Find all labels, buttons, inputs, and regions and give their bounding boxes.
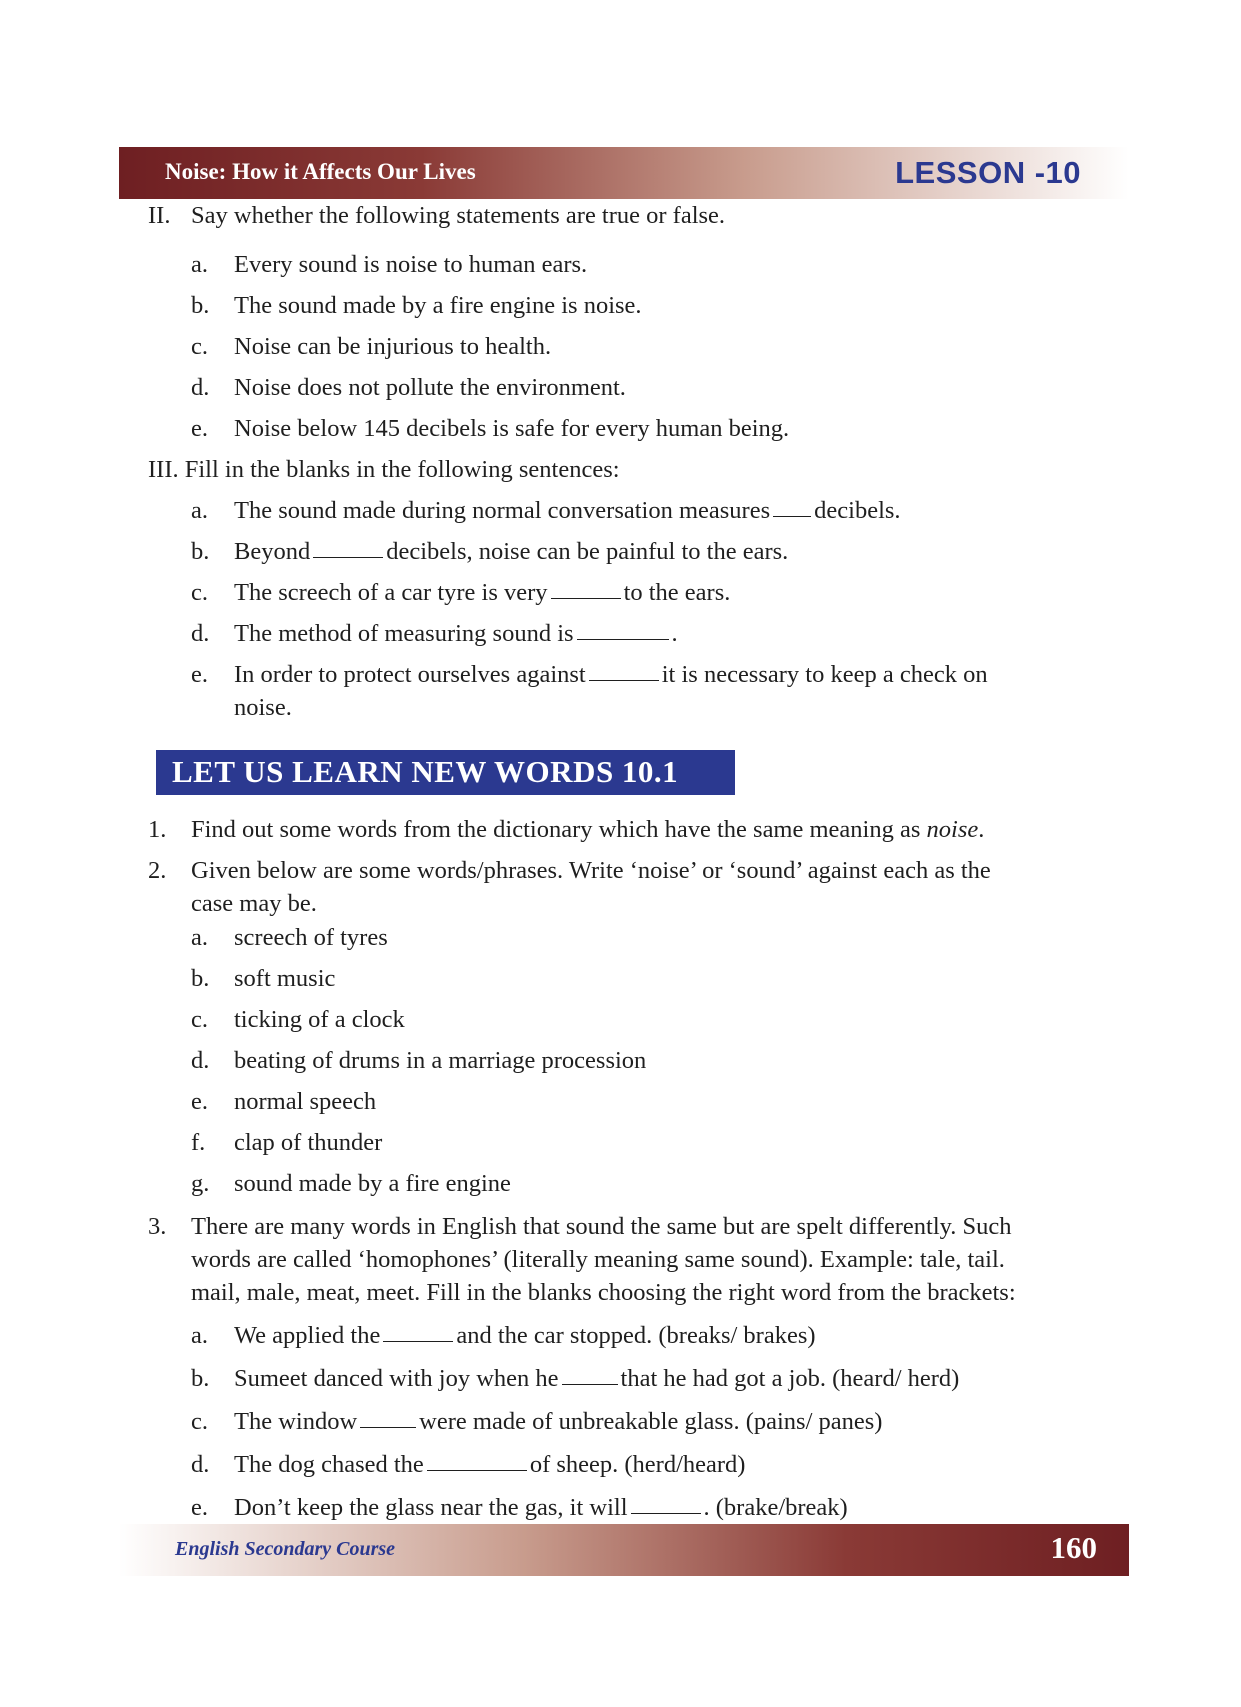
question-1 [148,815,985,845]
item-continuation: noise. [234,694,292,721]
section-2-text: Say whether the following statements are true or false. [191,202,726,229]
fill-blank [383,1340,453,1342]
item-text-end: it is necessary to keep a check on [661,661,988,688]
item-label: d. [191,374,210,401]
item-label: a. [191,251,208,278]
list-item [191,578,731,608]
section-heading-box [156,750,735,795]
item-label: f. [191,1129,206,1156]
item-label: c. [191,1408,208,1435]
item-text: screech of tyres [234,924,388,951]
item-text: Noise does not pollute the environment. [234,374,626,401]
question-text-end: . [978,816,985,843]
item-text: clap of thunder [234,1129,383,1156]
item-text: Don’t keep the glass near the gas, it will [234,1494,628,1521]
item-text: The sound made during normal conversation measures [234,497,771,524]
question-number: 1. [148,816,167,843]
list-item [191,619,678,649]
item-text: Noise can be injurious to health. [234,333,552,360]
list-item [191,1407,883,1437]
list-item [191,537,789,567]
item-text: The window [234,1408,358,1435]
list-item [191,1321,816,1351]
item-label: a. [191,924,208,951]
item-text: Noise below 145 decibels is safe for every human being. [234,415,790,442]
list-item [191,1450,746,1480]
item-text-end: of sheep. (herd/heard) [529,1451,746,1478]
fill-blank [577,638,669,640]
item-label: d. [191,620,210,647]
fill-blank [773,515,811,517]
list-item [191,1087,377,1117]
list-item [191,1046,647,1076]
list-item [191,414,790,444]
fill-blank [631,1512,701,1514]
fill-blank [551,597,621,599]
item-label: b. [191,965,210,992]
list-item [191,1128,383,1158]
item-label: e. [191,1088,208,1115]
chapter-title: Noise: How it Affects Our Lives [165,159,476,184]
item-text: We applied the [234,1322,381,1349]
section-2-number: II. [148,202,171,229]
item-label: d. [191,1451,210,1478]
question-text-line2: case may be. [191,890,317,917]
question-text: There are many words in English that sound the same but are spelt differently. Such [191,1213,1012,1240]
item-text-end: that he had got a job. (heard/ herd) [620,1365,960,1392]
question-text: Given below are some words/phrases. Write ‘noise’ or ‘sound’ against each as the [191,857,991,884]
item-text-end: were made of unbreakable glass. (pains/ panes) [419,1408,883,1435]
item-text: soft music [234,965,336,992]
item-label: a. [191,497,208,524]
item-label: e. [191,1494,208,1521]
item-text: The screech of a car tyre is very [234,579,548,606]
fill-blank [360,1426,416,1428]
item-label: c. [191,579,208,606]
item-text: beating of drums in a marriage procession [234,1047,647,1074]
question-text-line2: words are called ‘homophones’ (literally meaning same sound). Example: tale, tail. [191,1246,1005,1273]
question-text: Find out some words from the dictionary which have the same meaning as [191,816,921,843]
item-text-end: to the ears. [623,579,731,606]
list-item [191,291,642,321]
fill-blank [313,556,383,558]
item-label: g. [191,1170,210,1197]
item-label: b. [191,292,210,319]
list-item [191,1493,848,1523]
item-text: sound made by a fire engine [234,1170,511,1197]
list-item [191,373,626,403]
item-text: The method of measuring sound is [234,620,574,647]
item-text: Beyond [234,538,311,565]
list-item [191,923,388,953]
question-number: 2. [148,857,167,884]
item-label: d. [191,1047,210,1074]
item-text-end: . (brake/break) [703,1494,848,1521]
page-number: 160 [1050,1530,1097,1565]
course-name: English Secondary Course [175,1538,396,1560]
question-text-line3: mail, male, meat, meet. Fill in the blanks choosing the right word from the brackets: [191,1279,1016,1306]
item-text-end: decibels, noise can be painful to the ears. [386,538,789,565]
question-italic-word: noise [926,816,979,843]
lesson-label: LESSON -10 [895,155,1081,190]
item-text-end: decibels. [814,497,901,524]
page-footer [119,1524,1129,1576]
page-header [119,147,1129,199]
fill-blank [562,1383,618,1385]
list-item [191,964,336,994]
item-label: a. [191,1322,208,1349]
item-text: The dog chased the [234,1451,424,1478]
item-label: e. [191,661,208,688]
item-label: c. [191,1006,208,1033]
list-item [191,1169,511,1199]
item-text-end: and the car stopped. (breaks/ brakes) [456,1322,816,1349]
item-label: b. [191,1365,210,1392]
list-item [191,1005,405,1035]
item-text: The sound made by a fire engine is noise. [234,292,642,319]
section-3-heading: III. Fill in the blanks in the following sentences: [148,456,620,483]
question-3 [148,1212,1012,1242]
item-label: b. [191,538,210,565]
item-text: Sumeet danced with joy when he [234,1365,559,1392]
list-item [191,496,901,526]
item-text: normal speech [234,1088,377,1115]
fill-blank [589,679,659,681]
list-item [191,250,588,280]
item-label: c. [191,333,208,360]
list-item [191,332,552,362]
fill-blank [427,1469,527,1471]
question-number: 3. [148,1213,167,1240]
item-text: In order to protect ourselves against [234,661,586,688]
item-text: Every sound is noise to human ears. [234,251,588,278]
list-item [191,1364,960,1394]
item-label: e. [191,415,208,442]
section-2-heading [148,201,726,231]
section-heading-title: LET US LEARN NEW WORDS 10.1 [172,754,679,789]
list-item [191,660,988,690]
item-text: ticking of a clock [234,1006,405,1033]
question-2 [148,856,991,886]
item-text-end: . [671,620,678,647]
